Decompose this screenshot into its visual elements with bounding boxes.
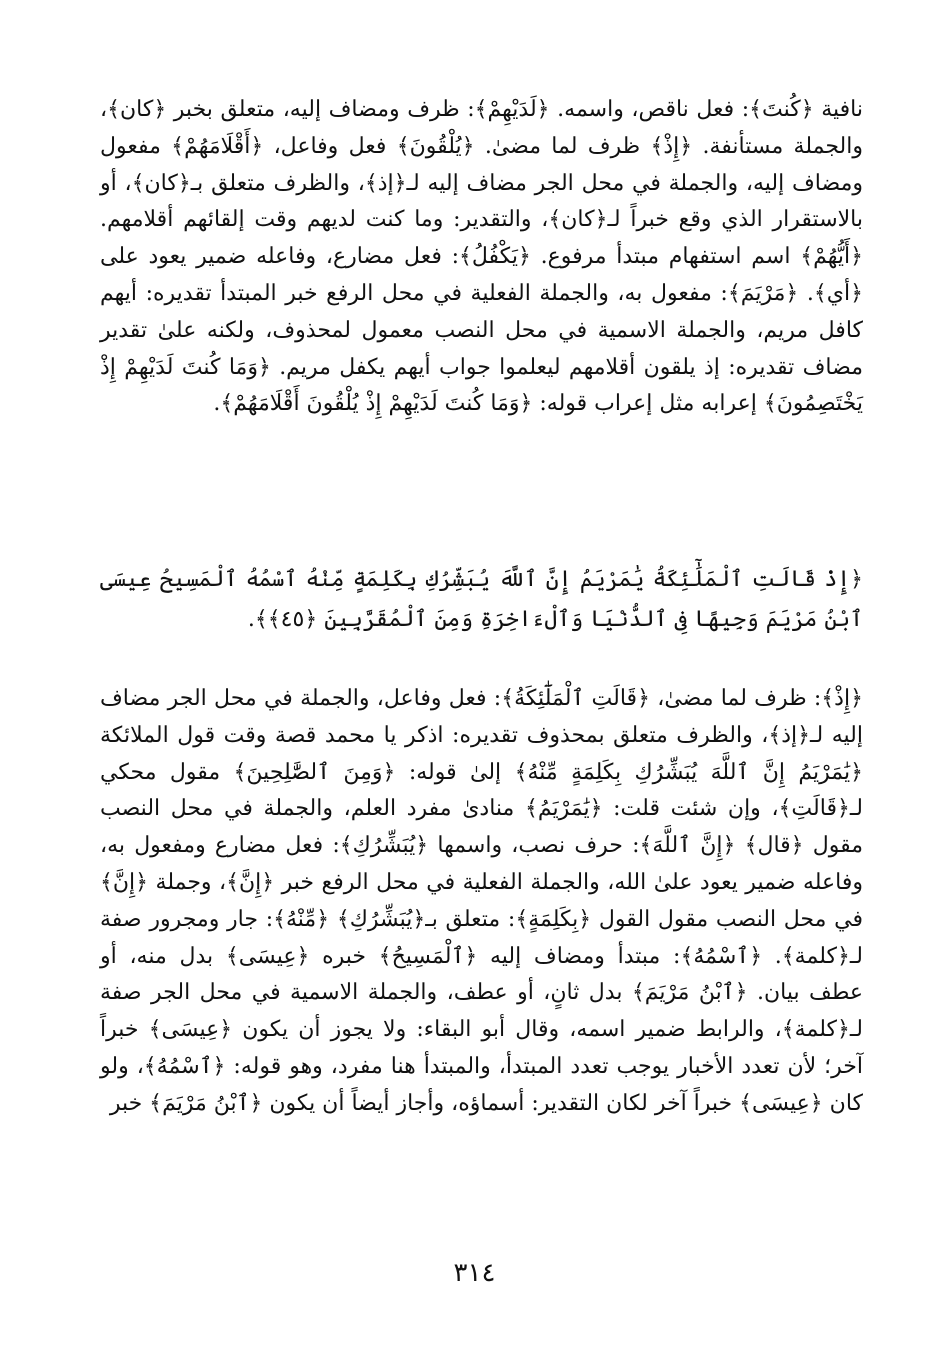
page-number: ٣١٤ [453, 1258, 496, 1288]
commentary-paragraph-1: نافية ﴿كُنتَ﴾: فعل ناقص، واسمه. ﴿لَدَيْهِمْ﴾: ظرف ومضاف إليه، متعلق بخبر ﴿كان﴾، والجملة مستأنفة. ﴿إِذْ﴾ ظرف لما مضىٰ. ﴿يُلْقُونَ﴾ فعل وفاعل، ﴿أَقْلَامَهُمْ﴾ مفعول ومضاف إليه، والجملة في محل الجر مضاف إليه لـ﴿إذ﴾، والظرف متعلق بـ﴿كان﴾، أو بالاستقرار الذي وقع خبراً لـ﴿كان﴾، والتقدير: وما كنت لديهم وقت إلقائهم أقلامهم. ﴿أَيُّهُمْ﴾ اسم استفهام مبتدأ مرفوع. ﴿يَكْفُلُ﴾: فعل مضارع، وفاعله ضمير يعود على ﴿أي﴾. ﴿مَرْيَمَ﴾: مفعول به، والجملة الفعلية في محل الرفع خبر المبتدأ تقديره: أيهم كافل مريم، والجملة الاسمية في محل النصب معمول لمحذوف، ولكنه علىٰ تقدير مضاف تقديره: إذ يلقون أقلامهم ليعلموا جواب أيهم يكفل مريم. ﴿وَمَا كُنتَ لَدَيْهِمْ إِذْ يَخْتَصِمُونَ﴾ إعرابه مثل إعراب قوله: ﴿وَمَا كُنتَ لَدَيْهِمْ إِذْ يُلْقُونَ أَقْلَامَهُمْ﴾. [100, 97, 863, 417]
quran-verse: ﴿إِذْ قَالَتِ ٱلْمَلَٰٓئِكَةُ يَٰمَرْيَمُ إِنَّ ٱللَّهَ يُبَشِّرُكِ بِكَلِمَةٍ مِّنْهُ ٱسْمُهُ ٱلْمَسِيحُ عِيسَى ٱبْنُ مَرْيَمَ وَجِيهًا فِى ٱلدُّنْيَا وَٱلْءَاخِرَةِ وَمِنَ ٱلْمُقَرَّبِينَ ﴿٤٥﴾﴾. [100, 567, 863, 632]
commentary-paragraph-2: ﴿إِذْ﴾: ظرف لما مضىٰ، ﴿قَالَتِ ٱلْمَلَٰٓئِكَةُ﴾: فعل وفاعل، والجملة في محل الجر مضاف إليه لـ﴿إذ﴾، والظرف متعلق بمحذوف تقديره: اذكر يا محمد قصة وقت قول الملائكة ﴿يَٰمَرْيَمُ إِنَّ ٱللَّهَ يُبَشِّرُكِ بِكَلِمَةٍ مِّنْهُ﴾ إلىٰ قوله: ﴿وَمِنَ ٱلصَّٰلِحِينَ﴾ مقول محكي لـ﴿قَالَتِ﴾، وإن شئت قلت: ﴿يَٰمَرْيَمُ﴾ منادىٰ مفرد العلم، والجملة في محل النصب مقول ﴿قال﴾ ﴿إِنَّ ٱللَّهَ﴾: حرف نصب، واسمها ﴿يُبَشِّرُكِ﴾: فعل مضارع ومفعول به، وفاعله ضمير يعود علىٰ الله، والجملة الفعلية في محل الرفع خبر ﴿إِنَّ﴾، وجملة ﴿إِنَّ﴾ في محل النصب مقول القول ﴿بِكَلِمَةٍ﴾: متعلق بـ﴿يُبَشِّرُكِ﴾ ﴿مِّنْهُ﴾: جار ومجرور صفة لـ﴿كلمة﴾. ﴿ٱسْمُهُ﴾: مبتدأ ومضاف إليه ﴿ٱلْمَسِيحُ﴾ خبره ﴿عِيسَى﴾ بدل منه، أو عطف بيان. ﴿ٱبْنُ مَرْيَمَ﴾ بدل ثانٍ، أو عطف، والجملة الاسمية في محل الجر صفة لـ﴿كلمة﴾، والرابط ضمير اسمه، وقال أبو البقاء: ولا يجوز أن يكون ﴿عِيسَى﴾ خبراً آخر؛ لأن تعدد الأخبار يوجب تعدد المبتدأ، والمبتدأ هنا مفرد، وهو قوله: ﴿ٱسْمُهُ﴾، ولو كان ﴿عِيسَى﴾ خبراً آخر لكان التقدير: أسماؤه، وأجاز أيضاً أن يكون ﴿ٱبْنُ مَرْيَمَ﴾ خبر [100, 686, 864, 1116]
